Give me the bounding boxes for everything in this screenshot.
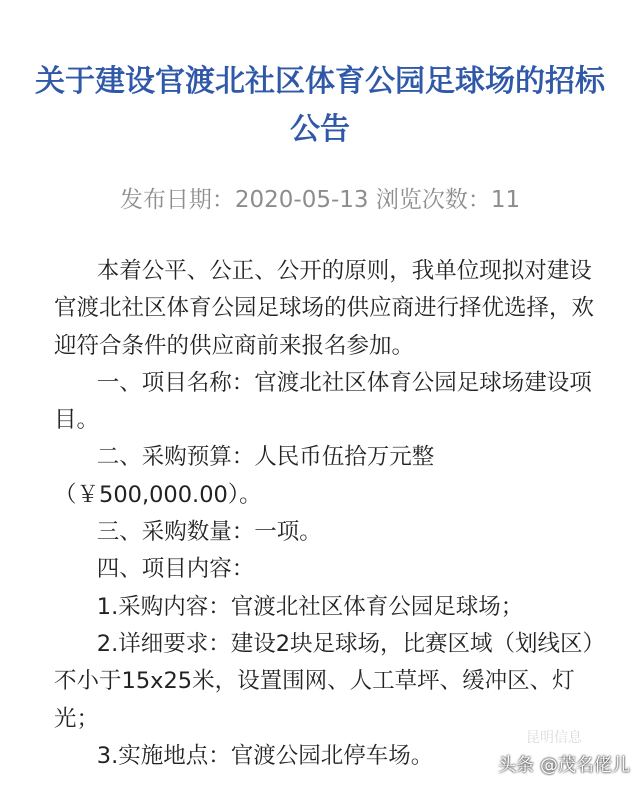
announcement-title: 关于建设官渡北社区体育公园足球场的招标公告 [35, 64, 605, 147]
project-name-paragraph: 一、项目名称：官渡北社区体育公园足球场建设项目。 [54, 369, 592, 434]
content-item-1: 1.采购内容：官渡北社区体育公园足球场； [96, 593, 524, 620]
quantity-paragraph: 三、采购数量：一项。 [96, 519, 322, 546]
publish-meta: 发布日期：2020-05-13 浏览次数：11 [119, 187, 521, 213]
watermark-handle: @茂名佬儿 [540, 755, 630, 776]
budget-paragraph: 二、采购预算：人民币伍拾万元整（￥500,000.00）。 [54, 444, 435, 508]
intro-paragraph: 本着公平、公正、公开的原则，我单位现拟对建设官渡北社区体育公园足球场的供应商进行择优选择，欢迎符合条件的供应商前来报名参加。 [54, 258, 595, 359]
source-watermark [498, 755, 630, 777]
content-heading: 四、项目内容： [96, 556, 255, 583]
announcement-body [54, 253, 606, 775]
faint-watermark: 昆明信息 [526, 730, 582, 746]
watermark-prefix: 头条 [498, 755, 534, 776]
content-item-3: 3.实施地点：官渡公园北停车场。 [96, 742, 434, 769]
content-item-2: 2.详细要求：建设2块足球场，比赛区域（划线区）不小于15x25米，设置围网、人工草坪、缓冲区、灯光； [54, 630, 606, 732]
